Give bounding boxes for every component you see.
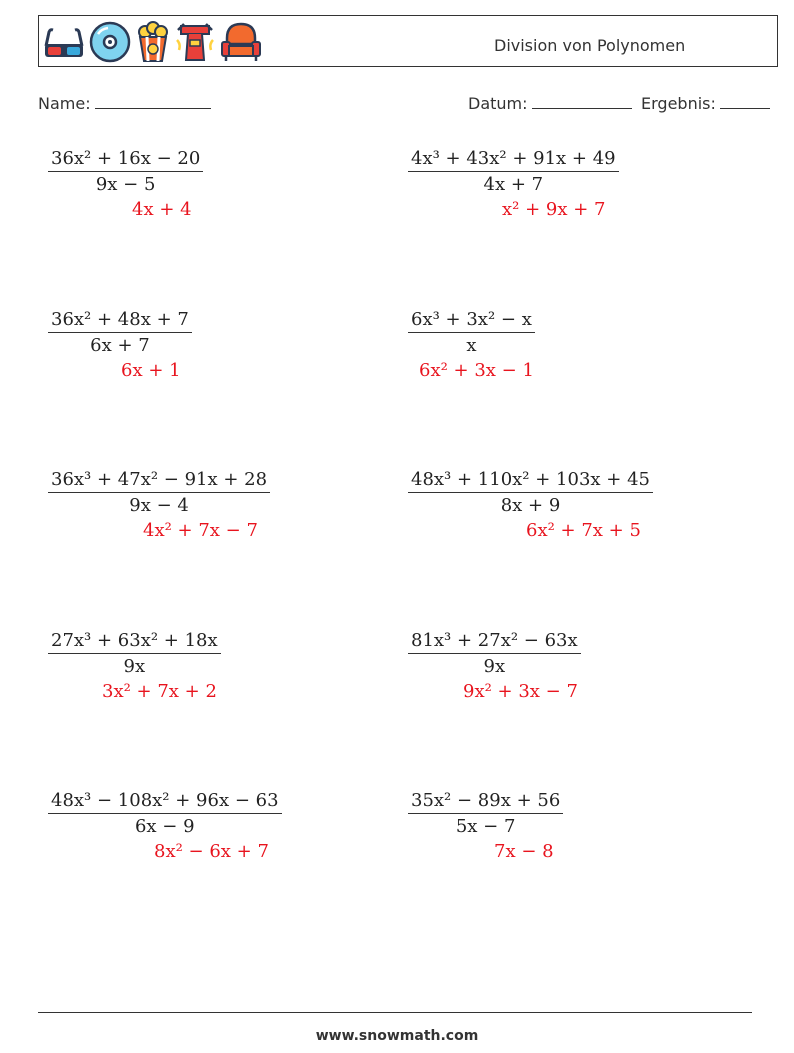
name-blank[interactable] (95, 94, 211, 109)
answer-9: 8x² − 6x + 7 (154, 841, 269, 862)
footer-divider (38, 1012, 752, 1013)
numerator: 27x³ + 63x² + 18x (48, 630, 221, 654)
date-label: Datum: (468, 94, 528, 113)
numerator: 36x³ + 47x² − 91x + 28 (48, 469, 270, 493)
numerator: 4x³ + 43x² + 91x + 49 (408, 148, 619, 172)
header-icons (43, 20, 263, 64)
denominator: 5x − 7 (455, 816, 516, 837)
numerator: 35x² − 89x + 56 (408, 790, 563, 814)
theater-ticket-icon (175, 20, 215, 64)
denominator: 6x − 9 (134, 816, 195, 837)
name-field[interactable] (38, 94, 211, 113)
popcorn-icon (135, 20, 171, 64)
problem-1 (48, 148, 203, 195)
numerator: 81x³ + 27x² − 63x (408, 630, 581, 654)
numerator: 36x² + 16x − 20 (48, 148, 203, 172)
problem-6 (408, 469, 653, 516)
cinema-seat-icon (219, 20, 263, 64)
problem-9 (48, 790, 282, 837)
fraction (408, 790, 563, 837)
header-box (38, 15, 778, 67)
fraction (48, 790, 282, 837)
date-field[interactable] (468, 94, 632, 113)
denominator: 9x − 5 (95, 174, 156, 195)
footer-url[interactable]: www.snowmath.com (315, 1028, 479, 1044)
answer-7: 3x² + 7x + 2 (102, 681, 217, 702)
answer-3: 6x + 1 (121, 360, 181, 381)
denominator: 9x (123, 656, 146, 677)
result-label: Ergebnis: (641, 94, 716, 113)
fraction (408, 309, 535, 356)
answer-1: 4x + 4 (132, 199, 192, 220)
numerator: 36x² + 48x + 7 (48, 309, 192, 333)
3d-glasses-icon (43, 20, 85, 64)
denominator: 6x + 7 (90, 335, 150, 356)
numerator: 48x³ − 108x² + 96x − 63 (48, 790, 282, 814)
problem-10 (408, 790, 563, 837)
problem-7 (48, 630, 221, 677)
answer-6: 6x² + 7x + 5 (526, 520, 641, 541)
answer-5: 4x² + 7x − 7 (143, 520, 258, 541)
denominator: 9x − 4 (129, 495, 189, 516)
fraction (48, 309, 192, 356)
denominator: 9x (483, 656, 506, 677)
fraction (408, 148, 619, 195)
problem-2 (408, 148, 619, 195)
problem-8 (408, 630, 581, 677)
fraction (48, 630, 221, 677)
numerator: 6x³ + 3x² − x (408, 309, 535, 333)
result-field[interactable] (641, 94, 770, 113)
answer-8: 9x² + 3x − 7 (463, 681, 578, 702)
denominator: 8x + 9 (500, 495, 561, 516)
problem-4 (408, 309, 535, 356)
worksheet-title: Division von Polynomen (494, 36, 686, 55)
name-label: Name: (38, 94, 91, 113)
disc-icon (89, 20, 131, 64)
numerator: 48x³ + 110x² + 103x + 45 (408, 469, 653, 493)
answer-4: 6x² + 3x − 1 (419, 360, 534, 381)
fraction (408, 469, 653, 516)
date-blank[interactable] (532, 94, 632, 109)
denominator: 4x + 7 (483, 174, 544, 195)
fraction (408, 630, 581, 677)
result-blank[interactable] (720, 94, 770, 109)
answer-2: x² + 9x + 7 (502, 199, 606, 220)
problem-5 (48, 469, 270, 516)
problem-3 (48, 309, 192, 356)
denominator: x (466, 335, 477, 356)
fraction (48, 148, 203, 195)
answer-10: 7x − 8 (494, 841, 554, 862)
fraction (48, 469, 270, 516)
